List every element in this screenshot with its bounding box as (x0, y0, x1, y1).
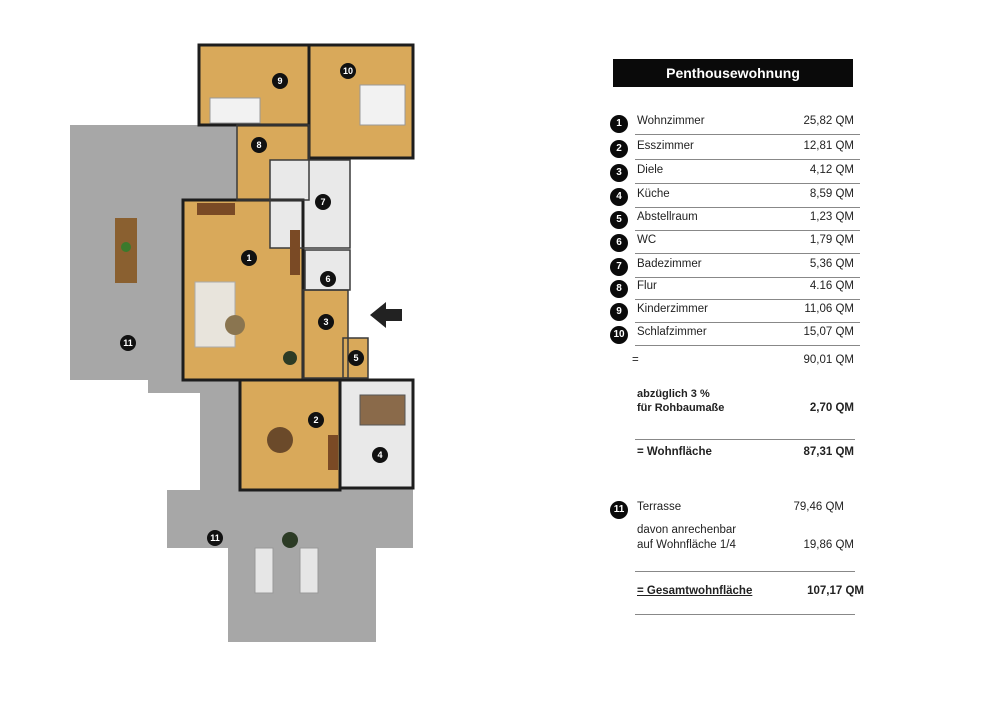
terrace-label: Terrasse (637, 501, 682, 513)
divider (635, 614, 855, 615)
row-underline (635, 159, 860, 160)
room-name: Schlafzimmer (637, 326, 707, 338)
terrace-note-value: 19,86 QM (803, 539, 854, 551)
terrace-row (610, 499, 860, 519)
room-name: Kinderzimmer (637, 303, 708, 315)
plan-room-marker (120, 335, 136, 351)
dining-table (267, 427, 293, 453)
sofa (195, 282, 235, 347)
plan-room-marker (315, 194, 331, 210)
divider (635, 571, 855, 572)
room-name: Abstellraum (637, 211, 698, 223)
sideboard (197, 203, 235, 215)
room-area: 1,79 QM (809, 234, 854, 246)
bed-room-10 (360, 85, 405, 125)
plan-room-number: 2 (313, 415, 319, 425)
room-row (610, 324, 860, 344)
page-title: Penthousewohnung (613, 59, 853, 87)
row-underline (635, 345, 860, 346)
room-number-badge: 6 (610, 234, 628, 252)
room-number-badge: 10 (610, 326, 628, 344)
plan-room-number: 1 (246, 253, 252, 263)
room-number-badge: 4 (610, 188, 628, 206)
room-name: Küche (637, 188, 670, 200)
plan-room-marker (320, 271, 336, 287)
room-number-badge: 9 (610, 303, 628, 321)
room-name: WC (637, 234, 657, 246)
row-underline (635, 299, 860, 300)
subtotal-value: 90,01 QM (803, 354, 854, 366)
room-row (610, 113, 860, 133)
plan-room-marker (308, 412, 324, 428)
plan-room-marker (272, 73, 288, 89)
room-area: 25,82 QM (803, 115, 854, 127)
room-row (610, 301, 860, 321)
coffee-table (225, 315, 245, 335)
plan-room-number: 9 (277, 76, 283, 86)
plan-room-marker (340, 63, 356, 79)
room-name: Esszimmer (637, 140, 694, 152)
plan-room-marker (372, 447, 388, 463)
row-underline (635, 253, 860, 254)
room-row (610, 138, 860, 158)
plan-room-number: 5 (353, 353, 359, 363)
room-row (610, 186, 860, 206)
plan-room-number: 8 (256, 140, 262, 150)
terrace-value: 79,46 QM (793, 501, 844, 513)
row-underline (635, 134, 860, 135)
wohnflaeche-label: = Wohnfläche (637, 446, 712, 458)
room-3 (303, 290, 348, 378)
bed-room-9 (210, 98, 260, 123)
row-underline (635, 207, 860, 208)
terrace-badge: 11 (610, 501, 628, 519)
plan-room-marker (318, 314, 334, 330)
room-number-badge: 5 (610, 211, 628, 229)
row-underline (635, 322, 860, 323)
deduction-value: 2,70 QM (809, 402, 854, 414)
room-number-badge: 8 (610, 280, 628, 298)
lounger-2 (300, 548, 318, 593)
lounger-1 (255, 548, 273, 593)
room-number-badge: 2 (610, 140, 628, 158)
room-name: Flur (637, 280, 657, 292)
room-number-badge: 1 (610, 115, 628, 133)
room-area: 15,07 QM (803, 326, 854, 338)
room-number-badge: 7 (610, 258, 628, 276)
total-value: 107,17 QM (807, 585, 864, 597)
room-area: 1,23 QM (809, 211, 854, 223)
deduction-line2: für Rohbaumaße (637, 402, 725, 414)
plan-room-number: 6 (325, 274, 331, 284)
row-underline (635, 183, 860, 184)
deduction-line1: abzüglich 3 % (637, 388, 710, 400)
entrance-arrow-icon (370, 302, 402, 328)
plant-icon (282, 532, 298, 548)
plan-room-marker (251, 137, 267, 153)
room-row (610, 256, 860, 276)
kitchen-island (360, 395, 405, 425)
room-area: 5,36 QM (809, 258, 854, 270)
room-7 (270, 160, 350, 248)
room-row (610, 278, 860, 298)
plant-icon (283, 351, 297, 365)
plan-room-number: 7 (320, 197, 326, 207)
room-area: 8,59 QM (809, 188, 854, 200)
plan-room-marker (241, 250, 257, 266)
room-name: Wohnzimmer (637, 115, 705, 127)
room-row (610, 232, 860, 252)
terrace-note2: auf Wohnfläche 1/4 (637, 539, 736, 551)
divider (635, 439, 855, 440)
plan-room-number: 10 (342, 66, 354, 76)
room-area: 4.16 QM (809, 280, 854, 292)
cabinet-room-2 (328, 435, 338, 470)
room-row (610, 162, 860, 182)
room-name: Badezimmer (637, 258, 702, 270)
plan-room-number: 4 (377, 450, 383, 460)
plan-room-marker (348, 350, 364, 366)
row-underline (635, 230, 860, 231)
room-area: 4,12 QM (809, 164, 854, 176)
room-name: Diele (637, 164, 664, 176)
plant-icon (121, 242, 131, 252)
plan-room-marker (207, 530, 223, 546)
plan-room-number: 11 (210, 533, 220, 543)
terrace-note1: davon anrechenbar (637, 524, 737, 536)
plan-room-number: 11 (123, 338, 133, 348)
wohnflaeche-value: 87,31 QM (803, 446, 854, 458)
room-number-badge: 3 (610, 164, 628, 182)
subtotal-label: = (632, 354, 639, 366)
total-label: = Gesamtwohnfläche (637, 585, 753, 597)
room-area: 12,81 QM (803, 140, 854, 152)
room-area: 11,06 QM (804, 303, 854, 315)
shelf (290, 230, 300, 275)
room-row (610, 209, 860, 229)
plan-room-number: 3 (323, 317, 329, 327)
